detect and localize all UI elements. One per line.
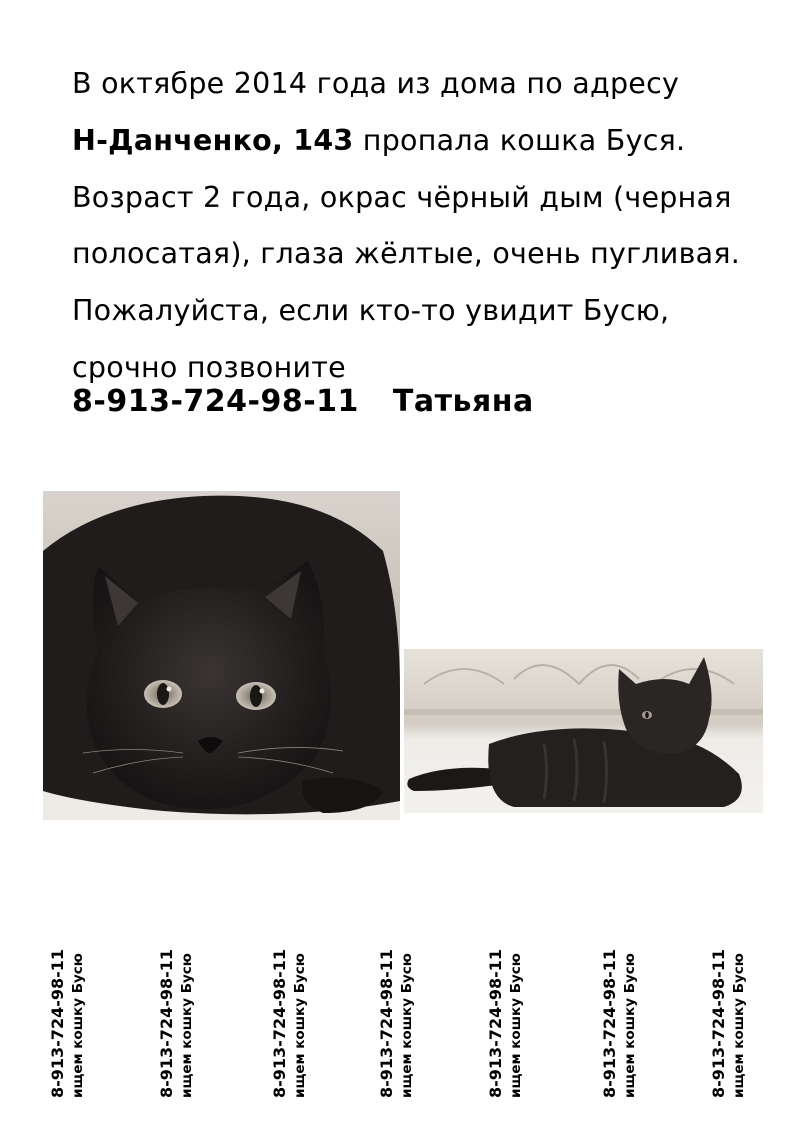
cat-closeup-photo: [43, 491, 400, 820]
tab-caption: ищем кошку Бусю: [70, 953, 86, 1098]
tab-phone: 8-913-724-98-11: [270, 948, 289, 1098]
contact-name: Татьяна: [392, 384, 534, 419]
notice-line: Возраст 2 года, окрас чёрный дым (черная: [72, 180, 732, 214]
notice-line: [72, 113, 787, 170]
notice-line: Пожалуйста, если кто-то увидит Бусю,: [72, 294, 670, 328]
notice-text: [72, 56, 787, 397]
tab-caption: ищем кошку Бусю: [731, 953, 747, 1098]
tab-caption: ищем кошку Бусю: [508, 953, 524, 1098]
tab-phone: 8-913-724-98-11: [600, 948, 619, 1098]
tab-phone: 8-913-724-98-11: [48, 948, 67, 1098]
tab-phone: 8-913-724-98-11: [377, 948, 396, 1098]
tab-caption: ищем кошку Бусю: [399, 953, 415, 1098]
tab-caption: ищем кошку Бусю: [622, 953, 638, 1098]
tab-phone: 8-913-724-98-11: [157, 948, 176, 1098]
address: Н-Данченко, 143: [72, 123, 354, 157]
notice-line: полосатая), глаза жёлтые, очень пугливая.: [72, 237, 741, 271]
notice-line: В октябре 2014 года из дома по адресу: [72, 67, 680, 100]
notice-line: срочно позвоните: [72, 350, 346, 384]
contact-phone: 8-913-724-98-11: [72, 384, 359, 419]
tab-caption: ищем кошку Бусю: [179, 953, 195, 1098]
tab-caption: ищем кошку Бусю: [292, 953, 308, 1098]
notice-line-rest: пропала кошка Буся.: [353, 123, 686, 157]
tab-phone: 8-913-724-98-11: [709, 948, 728, 1098]
cat-lying-photo: [404, 649, 763, 813]
tab-phone: 8-913-724-98-11: [486, 948, 505, 1098]
contact-line: [72, 384, 534, 419]
